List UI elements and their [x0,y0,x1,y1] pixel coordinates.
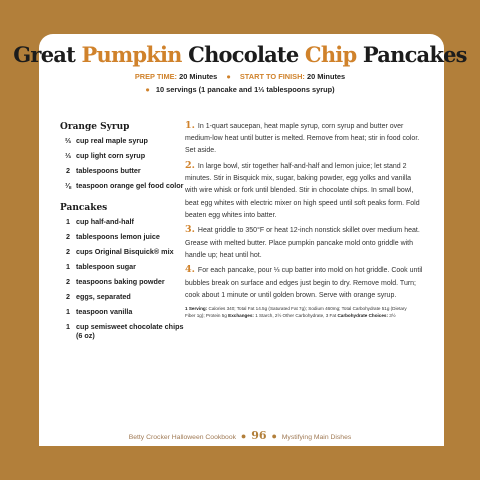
step-text: In large bowl, stir together half-and-half and lemon juice; let stand 2 minutes. Stir in Bisquick mix, sugar, baking powder, egg yolks and vanilla with wire whisk or fork until blended. Stir in chocolate chips. In small bowl, beat egg whites with electric mixer on high speed until soft peaks form. Fold beaten egg whites into batter. [185,163,420,219]
ingredient-item [60,181,184,190]
ingredient-item [60,232,184,241]
ingredient-quantity: 2 [66,247,70,256]
prep-time-value: 20 Minutes [179,72,218,81]
ingredient-text: tablespoons lemon juice [76,232,160,241]
syrup-heading: Orange Syrup [60,122,130,132]
ingredient-quantity: ⅓ [65,151,71,160]
ingredient-item [60,322,184,341]
servings-info [0,85,480,94]
pancakes-heading: Pancakes [60,203,108,213]
footer-book-title: Betty Crocker Halloween Cookbook [128,434,237,441]
bullet-icon: ● [240,431,247,441]
ingredient-text: eggs, separated [76,292,131,301]
ingredients-column [60,122,184,346]
ingredient-text: teaspoons baking powder [76,277,165,286]
ingredient-item [60,151,184,160]
nutrition-carb-choices-label: Carbohydrate Choices: [337,313,388,319]
ingredient-quantity: 1 [66,322,70,331]
ingredient-quantity: ⅔ [65,136,71,145]
direction-step [185,120,425,158]
direction-step [185,224,425,262]
time-info [0,72,480,81]
ingredient-item [60,217,184,226]
start-to-finish-label: START TO FINISH: [239,72,305,81]
title-accent-pumpkin: Pumpkin [81,42,182,67]
nutrition-carb-choices-text: 3½ [388,313,396,319]
ingredient-quantity: 2 [66,166,70,175]
pancake-ingredient-list [60,217,184,341]
ingredient-quantity: 1 [66,217,70,226]
step-number: 1. [185,120,195,131]
page-number: 96 [251,429,267,442]
step-number: 2. [185,160,195,171]
ingredient-quantity: 1 [66,307,70,316]
ingredient-text: cup light corn syrup [76,151,146,160]
step-text: Heat griddle to 350°F or heat 12-inch nonstick skillet over medium heat. Grease with melted butter. Place pumpkin pancake mold onto griddle with handle up; heat until hot. [185,227,420,259]
nutrition-exchanges-label: Exchanges: [228,313,254,319]
ingredient-text: teaspoon orange gel food color [76,181,184,190]
page-footer [0,429,480,442]
ingredient-quantity: 1 [66,262,70,271]
ingredient-item [60,136,184,145]
ingredient-text: cup real maple syrup [76,136,148,145]
servings-text: 10 servings (1 pancake and 1⅓ tablespoons syrup) [155,85,335,94]
footer-chapter-title: Mystifying Main Dishes [281,434,352,441]
title-text: Great [13,42,82,67]
bullet-icon: ● [271,431,277,441]
ingredient-text: cup semisweet chocolate chips (6 oz) [76,322,184,341]
syrup-ingredient-list [60,136,184,190]
bullet-icon: ● [226,72,231,81]
direction-step [185,264,425,302]
step-text: For each pancake, pour ⅓ cup batter into mold on hot griddle. Cook until bubbles break on surface and edges just begin to dry. Remove mold. Turn; cook about 1 minute or until golden brown. Serve with orange syrup. [185,267,423,299]
ingredient-quantity: 2 [66,232,70,241]
recipe-title [0,42,480,67]
ingredient-item [60,247,184,256]
nutrition-serving-label: 1 Serving: [185,306,208,312]
ingredient-item [60,307,184,316]
ingredient-text: teaspoon vanilla [76,307,133,316]
prep-time-label: PREP TIME: [134,72,178,81]
title-accent-chip: Chip [304,42,357,67]
title-text: Pancakes [356,42,467,67]
title-text: Chocolate [181,42,305,67]
directions-list [185,120,425,302]
ingredient-quantity: 2 [66,292,70,301]
nutrition-exchanges-text: 1 Starch, 2½ Other Carbohydrate, 3 Fat [253,313,338,319]
ingredient-item [60,262,184,271]
direction-step [185,160,425,222]
ingredient-text: tablespoons butter [76,166,141,175]
ingredient-quantity: ⅛ [65,181,71,190]
ingredient-item [60,277,184,286]
ingredient-item [60,166,184,175]
ingredient-quantity: 2 [66,277,70,286]
bullet-icon: ● [145,85,150,94]
step-text: In 1-quart saucepan, heat maple syrup, corn syrup and butter over medium-low heat until butter is melted. Remove from heat; stir in food color. Set aside. [185,123,420,155]
nutrition-serving-text: Calories 340; Total Fat 14.5g (Saturated Fat 7g); Sodium 460mg; Total Carbohydrate 51g (Dietary Fiber 1g); Protein 5g [185,306,407,319]
step-number: 4. [185,264,195,276]
ingredient-text: cup half-and-half [76,217,134,226]
nutrition-info [185,305,417,319]
directions-column [185,120,425,319]
ingredient-text: tablespoon sugar [76,262,136,271]
ingredient-item [60,292,184,301]
ingredient-text: cups Original Bisquick® mix [76,247,174,256]
step-number: 3. [185,224,195,236]
start-to-finish-value: 20 Minutes [306,72,346,81]
